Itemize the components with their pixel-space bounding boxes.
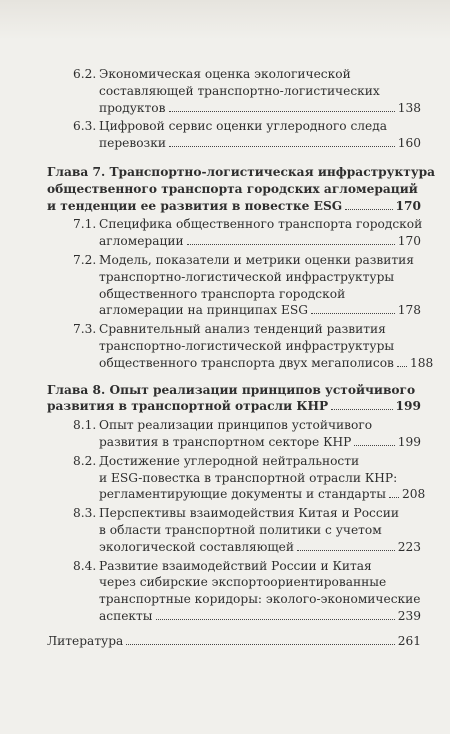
page-number: 239 <box>397 608 421 623</box>
toc-chapter-entry <box>47 382 421 416</box>
entry-last-line <box>47 633 421 650</box>
entry-last-line <box>99 539 421 556</box>
entry-title-line: Литература <box>47 633 124 648</box>
toc-section-entry <box>47 417 421 451</box>
entry-title-line: общественного транспорта двух мегаполисов <box>99 355 394 370</box>
entry-last-line <box>99 486 426 503</box>
entry-last-line <box>99 302 421 319</box>
section-number: 6.3. <box>73 119 97 134</box>
entry-last-line <box>47 398 421 415</box>
entry-last-line <box>99 608 421 625</box>
dot-leader <box>389 497 399 498</box>
entry-title-line: в области транспортной политики с учетом <box>99 522 382 537</box>
entry-title-line: через сибирские экспортоориентированные <box>99 575 387 590</box>
entry-title-line: транспортно-логистической инфраструктуры <box>99 269 395 284</box>
entry-title-line: Достижение углеродной нейтральности <box>99 453 360 468</box>
section-number: 6.2. <box>73 67 97 81</box>
toc-chapter-entry <box>47 164 436 214</box>
entry-last-line <box>99 135 421 152</box>
entry-last-line <box>99 100 421 117</box>
entry-title-line: продуктов <box>99 100 166 115</box>
entry-title-line: и тенденции ее развития в повестке ESG <box>47 198 343 213</box>
toc-section-entry <box>47 505 421 555</box>
entry-title-line: Специфика общественного транспорта городской <box>99 217 423 232</box>
section-number: 8.1. <box>73 418 97 433</box>
section-number: 7.2. <box>73 252 97 267</box>
entry-title-line: Цифровой сервис оценки углеродного следа <box>99 119 388 134</box>
page-number: 261 <box>397 633 421 648</box>
entry-title-line: Глава 7. Транспортно-логистическая инфраструктура <box>47 164 436 179</box>
entry-title-line: транспортно-логистической инфраструктуры <box>99 338 395 353</box>
page-number: 199 <box>395 399 421 414</box>
dot-leader <box>169 111 395 112</box>
entry-title-line: агломерации на принципах ESG <box>99 303 308 318</box>
entry-title-line: транспортные коридоры: эколого-экономические <box>99 592 421 607</box>
dot-leader <box>345 209 392 210</box>
section-number: 7.3. <box>73 322 97 337</box>
toc-section-entry <box>47 66 421 116</box>
toc-section-entry <box>47 118 421 152</box>
dot-leader <box>331 409 392 410</box>
toc-section-entry <box>47 321 434 371</box>
toc-section-entry <box>47 216 421 250</box>
entry-title-line: составляющей транспортно-логистических <box>99 83 380 98</box>
entry-title-line: Модель, показатели и метрики оценки развития <box>99 252 414 267</box>
table-of-contents <box>47 64 436 650</box>
dot-leader <box>169 146 395 147</box>
entry-title-line: Экономическая оценка экологической <box>99 67 351 81</box>
section-number: 8.4. <box>73 558 97 573</box>
entry-title-line: Развитие взаимодействий России и Китая <box>99 558 372 573</box>
page-number: 188 <box>409 355 434 370</box>
entry-title-line: развития в транспортной отрасли КНР <box>47 399 329 414</box>
scan-shadow <box>0 0 450 40</box>
entry-title-line: общественного транспорта городских агломераций <box>47 181 418 196</box>
entry-title-line: Перспективы взаимодействия Китая и России <box>99 506 399 521</box>
page-number: 138 <box>397 100 421 115</box>
dot-leader <box>397 366 407 367</box>
section-number: 8.3. <box>73 506 97 521</box>
entry-title-line: и ESG-повестка в транспортной отрасли КНР: <box>99 470 398 485</box>
page-number: 170 <box>397 234 421 249</box>
entry-last-line <box>47 198 421 215</box>
toc-section-entry <box>47 252 421 319</box>
section-number: 7.1. <box>73 217 97 232</box>
page-number: 223 <box>397 539 421 554</box>
page-number: 170 <box>395 198 421 213</box>
section-number: 8.2. <box>73 453 97 468</box>
toc-literature-entry <box>47 633 421 650</box>
entry-title-line: общественного транспорта городской <box>99 286 346 301</box>
dot-leader <box>297 550 395 551</box>
entry-title-line: экологической составляющей <box>99 539 294 554</box>
entry-title-line: регламентирующие документы и стандарты <box>99 487 386 502</box>
entry-title-line: Сравнительный анализ тенденций развития <box>99 322 386 337</box>
entry-last-line <box>99 355 434 372</box>
dot-leader <box>354 445 394 446</box>
entry-last-line <box>99 434 421 451</box>
toc-section-entry <box>47 558 421 625</box>
entry-title-line: Опыт реализации принципов устойчивого <box>99 418 373 433</box>
toc-section-entry <box>47 453 426 503</box>
dot-leader <box>311 313 395 314</box>
entry-title-line: перевозки <box>99 136 166 151</box>
page-number: 160 <box>397 136 421 151</box>
entry-title-line: агломерации <box>99 234 184 249</box>
dot-leader <box>126 644 394 645</box>
dot-leader <box>187 244 395 245</box>
page-number: 208 <box>401 487 426 502</box>
page-number: 199 <box>397 434 421 449</box>
page-number: 178 <box>397 303 421 318</box>
entry-title-line: Глава 8. Опыт реализации принципов устойчивого <box>47 382 416 397</box>
dot-leader <box>156 619 395 620</box>
entry-title-line: развития в транспортном секторе КНР <box>99 434 352 449</box>
entry-title-line: аспекты <box>99 608 153 623</box>
entry-last-line <box>99 233 421 250</box>
